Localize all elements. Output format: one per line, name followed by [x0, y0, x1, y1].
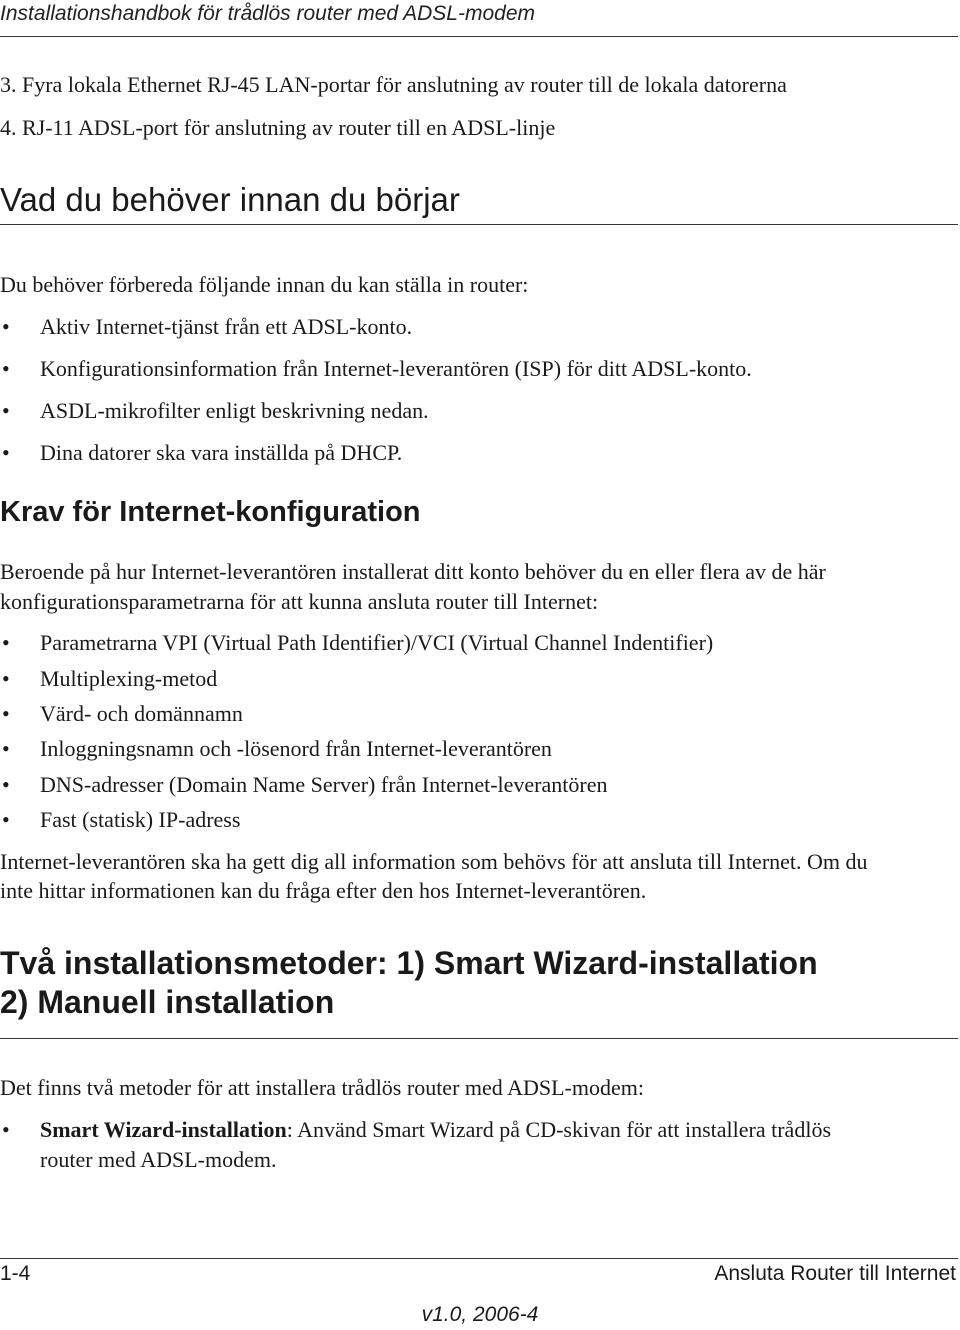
chapter-title: Ansluta Router till Internet: [714, 1262, 956, 1285]
list-item-rest: : Använd Smart Wizard på CD-skivan för att installera trådlös: [286, 1117, 831, 1142]
bold-term: Smart Wizard-installation: [40, 1117, 287, 1142]
paragraph-line: konfigurationsparametrarna för att kunna ansluta router till Internet:: [0, 589, 599, 614]
section-heading-install-methods-line2: 2) Manuell installation: [0, 984, 335, 1020]
paragraph-line: Internet-leverantören ska ha gett dig all information som behövs för att ansluta till Internet. Om du: [0, 849, 868, 874]
list-item-text: [40, 1115, 960, 1145]
bullet-icon: •: [2, 807, 10, 832]
section-rule: [0, 1038, 958, 1039]
list-item-text: DNS-adresser (Domain Name Server) från Internet-leverantören: [40, 772, 608, 797]
list-item-text: Dina datorer ska vara inställda på DHCP.: [40, 440, 403, 465]
section-heading-internet-config: Krav för Internet-konfiguration: [0, 496, 421, 528]
bullet-icon: •: [2, 314, 10, 339]
list-item-text: Parametrarna VPI (Virtual Path Identifier)/VCI (Virtual Channel Indentifier): [40, 630, 714, 655]
numbered-item-3: 3. Fyra lokala Ethernet RJ-45 LAN-portar för anslutning av router till de lokala datorerna: [0, 72, 787, 97]
list-item-text: Inloggningsnamn och -lösenord från Internet-leverantören: [40, 736, 552, 761]
page-number: 1-4: [0, 1262, 31, 1285]
paragraph: Det finns två metoder för att installera trådlös router med ADSL-modem:: [0, 1075, 644, 1100]
bullet-icon: •: [2, 440, 10, 465]
version-label: v1.0, 2006-4: [421, 1303, 539, 1326]
list-item-text: ASDL-mikrofilter enligt beskrivning nedan.: [40, 398, 429, 423]
bullet-icon: •: [2, 1117, 10, 1142]
list-item-text: Multiplexing-metod: [40, 666, 218, 691]
paragraph-line: inte hittar informationen kan du fråga efter den hos Internet-leverantören.: [0, 878, 647, 903]
paragraph: Du behöver förbereda följande innan du kan ställa in router:: [0, 272, 529, 297]
list-item-text: Värd- och domännamn: [40, 701, 243, 726]
bullet-icon: •: [2, 666, 10, 691]
running-header: Installationshandbok för trådlös router med ADSL-modem: [0, 2, 535, 25]
bullet-icon: •: [2, 701, 10, 726]
header-rule: [0, 36, 958, 37]
footer-rule: [0, 1258, 958, 1259]
bullet-icon: •: [2, 398, 10, 423]
section-heading-install-methods: Två installationsmetoder: 1) Smart Wizard-installation: [0, 945, 818, 981]
section-heading-prerequisites: Vad du behöver innan du börjar: [0, 181, 460, 218]
bullet-icon: •: [2, 736, 10, 761]
section-rule: [0, 224, 958, 225]
bullet-icon: •: [2, 630, 10, 655]
list-item-text: Aktiv Internet-tjänst från ett ADSL-konto.: [40, 314, 413, 339]
bullet-icon: •: [2, 772, 10, 797]
bullet-icon: •: [2, 356, 10, 381]
numbered-item-4: 4. RJ-11 ADSL-port för anslutning av router till en ADSL-linje: [0, 115, 556, 140]
paragraph-line: Beroende på hur Internet-leverantören installerat ditt konto behöver du en eller flera av de här: [0, 559, 826, 584]
list-item-text: Fast (statisk) IP-adress: [40, 807, 241, 832]
list-item-text: router med ADSL-modem.: [40, 1147, 277, 1172]
list-item-text: Konfigurationsinformation från Internet-leverantören (ISP) för ditt ADSL-konto.: [40, 356, 752, 381]
